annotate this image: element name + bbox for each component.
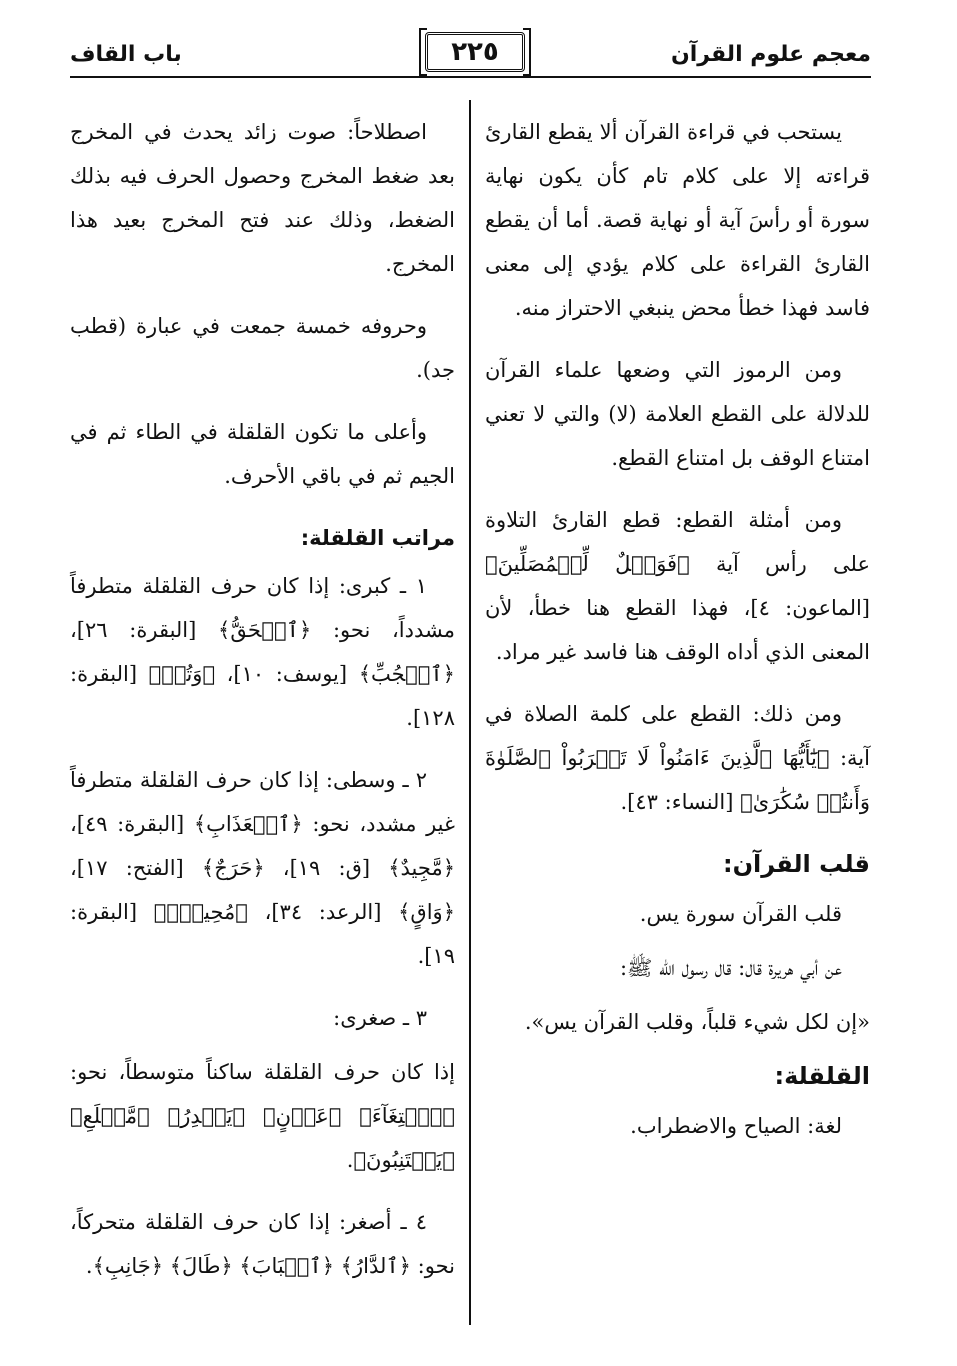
- paragraph: وحروفه خمسة جمعت في عبارة (قطب جد).: [70, 314, 455, 382]
- list-item: ٢ ـ وسطى: إذا كان حرف القلقلة متطرفاً غير مشدد، نحو: ﴿ٱلۡعَذَابِ﴾ [البقرة: ٤٩]، ﴿مَّجِيدٌ﴾ [ق: ١٩]، ﴿حَرَجٌ﴾ [الفتح: ١٧]، ﴿وَاقٍ﴾ [الرعد: ٣٤]، ﴿مُحِيطُۢ﴾ [البقرة: ١٩].: [70, 768, 455, 968]
- chapter-title: باب القاف: [70, 42, 182, 67]
- list-item: ١ ـ كبرى: إذا كان حرف القلقلة متطرفاً مشدداً، نحو: ﴿ٱلۡحَقُّ﴾ [البقرة: ٢٦]، ﴿ٱلۡجُبِّ﴾ [يوسف: ١٠]، ﴿وَتُبۡ﴾ [البقرة: ١٢٨].: [70, 574, 455, 730]
- paragraph: عن أبي هريرة قال: قال رسول الله ﷺ:: [619, 956, 842, 980]
- header-divider: [70, 76, 871, 78]
- paragraph: يستحب في قراءة القرآن ألا يقطع القارئ قراءته إلا على كلام تام كأن يكون نهاية سورة أو رأسَ آية أو نهاية قصة. أما أن يقطع القارئ القراءة على كلام يؤدي إلى معنى فاسد فهذا خطأ محض ينبغي الاحتراز منه.: [485, 120, 870, 320]
- section-heading-qalb: قلب القرآن:: [722, 850, 870, 878]
- hadith-quote: «إن لكل شيء قلباً، وقلب القرآن يس».: [524, 1010, 870, 1034]
- list-item: ٤ ـ أصغر: إذا كان حرف القلقلة متحركاً، نحو: ﴿ٱلدَّارُ﴾ ﴿ٱلۡبَابَ﴾ ﴿طَالَ﴾ ﴿جَانِبِ﴾.: [70, 1210, 455, 1278]
- left-column: [70, 110, 455, 1298]
- section-heading-qalqala: القلقلة:: [774, 1062, 870, 1090]
- subheading-maratib: مراتب القلقلة:: [300, 526, 455, 550]
- book-title: معجم علوم القرآن: [670, 42, 871, 67]
- paragraph: وأعلى ما تكون القلقلة في الطاء ثم في الجيم ثم في باقي الأحرف.: [70, 420, 455, 488]
- paragraph: لغة: الصياح والاضطراب.: [630, 1114, 842, 1138]
- paragraph: ومن الرموز التي وضعها علماء القرآن للدلالة على القطع العلامة (لا) والتي لا تعني امتناع الوقف بل امتناع القطع.: [485, 358, 870, 470]
- right-column: [485, 110, 870, 1158]
- paragraph: اصطلاحاً: صوت زائد يحدث في المخرج بعد ضغط المخرج وحصول الحرف فيه بذلك الضغط، وذلك عند فتح المخرج بعيد هذا المخرج.: [70, 120, 455, 276]
- page-number: ٢٢٥: [425, 32, 525, 72]
- column-divider: [469, 100, 471, 1325]
- paragraph: ومن ذلك: القطع على كلمة الصلاة في آية: ﴿يَٰٓأَيُّهَا ٱلَّذِينَ ءَامَنُواْ لَا تَقۡرَبُواْ ٱلصَّلَوٰةَ وَأَنتُمۡ سُكَٰرَىٰ﴾ [النساء: ٤٣].: [485, 702, 870, 814]
- paragraph: ومن أمثلة القطع: قطع القارئ التلاوة على رأس آية ﴿فَوَيۡلٌ لِّلۡمُصَلِّينَ﴾ [الماعون: ٤]، فهذا القطع هنا خطأ، لأن المعنى الذي أداه الوقف هنا فاسد غير مراد.: [485, 508, 870, 664]
- list-item-description: إذا كان حرف القلقلة ساكناً متوسطاً، نحو: ﴿ٱبۡتِغَآءَ﴾ ﴿عَدۡنٍ﴾ ﴿يَقۡدِرُ﴾ ﴿مَّطۡلَعِ﴾ ﴿يَجۡتَنِبُونَ﴾.: [70, 1060, 455, 1172]
- paragraph: قلب القرآن سورة يس.: [639, 902, 842, 926]
- list-item: ٣ ـ صغرى:: [333, 1006, 427, 1030]
